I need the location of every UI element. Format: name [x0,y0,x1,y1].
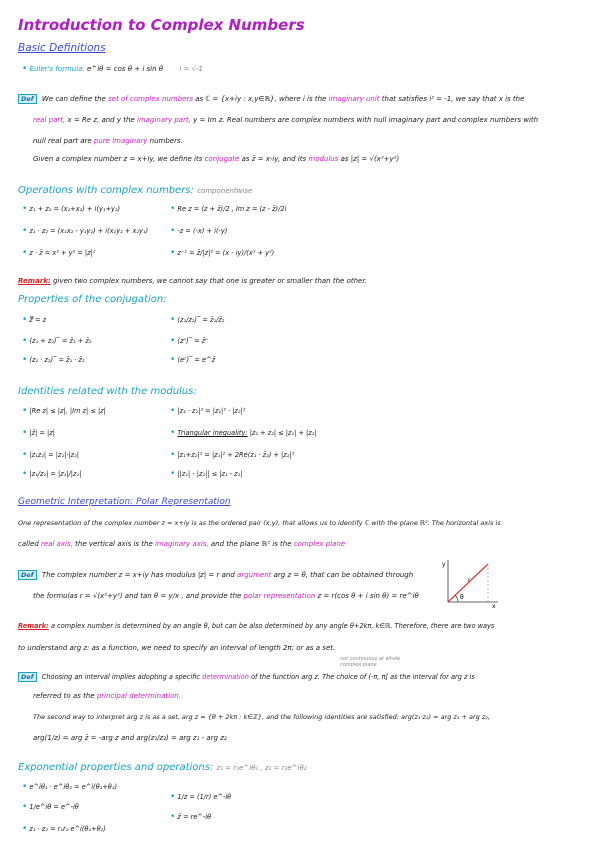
def1-text: Given a complex number z = x+iy, we define its [33,155,203,163]
keyword-real-axis: real axis, [41,540,73,548]
def1-text: as |z| = √(x²+y²) [340,155,400,163]
remark-2-line1 [18,622,494,630]
conj-left-1 [22,315,46,325]
keyword-polar-representation: polar representation [243,592,316,600]
mod-left-1 [22,406,106,416]
bullet-icon: • [22,336,28,346]
def3-line2 [33,692,181,700]
formula: z̿ = z [29,316,47,324]
formula: z̄ = re^-iθ [177,813,212,821]
formula: |z₁ + z₂| ≤ |z₁| + |z₂| [249,429,317,437]
formula: (zⁿ)‾ = z̄ⁿ [177,337,208,345]
mod-right-3 [170,450,294,460]
triangular-inequality-label: Triangular inequality: [177,429,248,437]
bullet-icon: • [170,792,176,802]
mod-left-4 [22,469,81,479]
bullet-icon: • [170,315,176,325]
formula: (z₁/z₂)‾ = z̄₁/z̄₂ [177,316,225,324]
bullet-icon: • [22,824,28,834]
op-right-3 [170,248,274,258]
formula: z₁ · z₂ = (x₁x₂ - y₁y₂) + i(x₁y₂ + x₂y₁) [29,227,149,235]
bullet-icon: • [22,315,28,325]
modulus-heading: Identities related with the modulus: [18,386,197,397]
bullet-icon: • [22,406,28,416]
exp-left-3 [22,824,106,834]
fig-y-label: y [442,561,446,568]
op-left-3 [22,248,95,258]
euler-label: Euler's formula: [29,65,85,73]
bullet-icon: • [170,355,176,365]
euler-line [22,64,203,74]
def2-text: arg z = θ, that can be obtained through [273,571,414,579]
definition-tag: Def [18,94,37,104]
mod-right-1 [170,406,245,416]
bullet-icon: • [22,226,28,236]
bullet-icon: • [170,204,176,214]
formula: |z₁/z₂| = |z₁|/|z₂| [29,470,82,478]
bullet-icon: • [22,450,28,460]
formula: ||z₁| - |z₂|| ≤ |z₁ - z₂| [177,470,243,478]
geo-text: called [18,540,39,548]
remark-text: a complex number is determined by an angle θ, but can be also determined by any angle θ+2kπ, k∈ℝ. Therefore, there are two ways [50,622,495,630]
mod-right-4 [170,469,242,479]
def3-line1 [18,672,475,682]
formula: |z₁ · z₂|² = |z₁|² · |z₂|² [177,407,246,415]
exp-right-2 [170,812,211,822]
def1-text: We can define the [41,95,106,103]
conj-right-1 [170,315,224,325]
bullet-icon: • [170,406,176,416]
bullet-icon: • [170,450,176,460]
definition-tag: Def [18,570,37,580]
bullet-icon: • [22,248,28,258]
bullet-icon: • [170,812,176,822]
operations-note: componentwise [197,187,253,195]
remark-2-line2: to understand arg z: as a function, we need to specify an interval of length 2π; or as a set. [18,644,336,652]
bullet-icon: • [170,469,176,479]
fig-x-label: x [492,603,496,608]
def2-text: z = r(cos θ + i sin θ) = re^iθ [317,592,419,600]
bullet-icon: • [22,469,28,479]
geo-p1-line1: One representation of the complex number z = x+iy is as the ordered pair (x,y), that allows us to identify ℂ with the plane ℝ². The horizontal axis is [18,519,501,527]
formula: |z̄| = |z| [29,429,55,437]
formula: z₁ + z₂ = (x₁+x₂) + i(y₁+y₂) [29,205,121,213]
def3-text: of the function arg z. The choice of (-π, π] as the interval for arg z is [250,673,475,681]
angle-arc [455,595,458,602]
remark-text: given two complex numbers, we cannot say that one is greater or smaller than the other. [52,277,367,285]
op-left-1 [22,204,120,214]
page-title: Introduction to Complex Numbers [18,16,305,34]
operations-heading-text: Operations with complex numbers: [18,185,194,196]
formula: (eᶻ)‾ = e^z̄ [177,356,216,364]
euler-formula: e^iθ = cos θ + i sin θ [87,65,164,73]
keyword-conjugate: conjugate [204,155,240,163]
bullet-icon: • [22,802,28,812]
formula: |z₁+z₂|² = |z₁|² + 2Re(z₁ · z̄₂) + |z₂|² [177,451,295,459]
def1-text: null real part are [33,137,92,145]
euler-note: i = √-1 [179,65,204,73]
def1-text: numbers. [149,137,183,145]
bullet-icon: • [170,428,176,438]
bullet-icon: • [170,226,176,236]
geometric-heading: Geometric Interpretation: Polar Representation [18,497,231,507]
exp-right-1 [170,792,231,802]
fig-theta-label: θ [460,594,464,601]
keyword-principal-determination: principal determination. [96,692,182,700]
bullet-icon: • [22,355,28,365]
conj-left-2 [22,336,91,346]
formula: z₁ · z₂ = r₁r₂ e^i(θ₁+θ₂) [29,825,106,833]
keyword-pure-imaginary: pure imaginary [93,137,148,145]
definition-tag: Def [18,672,37,682]
formula: |Re z| ≤ |z|, |Im z| ≤ |z| [29,407,106,415]
remark-1 [18,277,367,285]
mod-right-2 [170,428,317,438]
exponential-heading [18,762,307,773]
formula: (z₁ + z₂)‾ = z̄₁ + z̄₂ [29,337,92,345]
keyword-real-part: real part, [33,116,66,124]
bullet-icon: • [22,782,28,792]
op-right-2 [170,226,227,236]
op-right-1 [170,204,286,214]
formula: e^iθ₁ · e^iθ₂ = e^i(θ₁+θ₂) [29,783,118,791]
polar-diagram [440,558,500,608]
conj-right-2 [170,336,208,346]
def3-line3: The second way to interpret arg z is as a set, arg z = {θ + 2kπ : k∈ℤ}, and the following identities are satisfied: arg(z₁·z₂) = arg z₁ + arg z₂, [33,713,490,721]
bullet-icon: • [170,336,176,346]
def1-text: that satisfies i² = -1, we say that x is the [381,95,525,103]
exp-left-1 [22,782,117,792]
keyword-complex-plane: complex plane [293,540,346,548]
keyword-imaginary-axis: imaginary axis, [154,540,209,548]
mod-left-2 [22,428,55,438]
remark-label: Remark: [18,622,49,630]
formula: z⁻¹ = z̄/|z|² = (x - iy)/(x² + y²) [177,249,275,257]
bullet-icon: • [22,428,28,438]
def2-line2 [33,592,419,600]
exponential-note: z₁ = r₁e^iθ₁ , z₂ = r₂e^iθ₂ [216,764,307,772]
def3-text: referred to as the [33,692,95,700]
geo-text: and the plane ℝ² is the [210,540,292,548]
keyword-argument: argument [237,571,272,579]
formula: Re z = (z + z̄)/2 , Im z = (z - z̄)/2i [177,205,287,213]
def1-line1 [18,94,524,104]
bullet-icon: • [170,248,176,258]
def3-line4: arg(1/z) = arg z̄ = -arg z and arg(z₁/z₂) = arg z₁ - arg z₂ [33,734,227,742]
def1-text: as ℂ = {x+iy : x,y∈ℝ}, where i is the [195,95,327,103]
keyword-imaginary-part: imaginary part, [136,116,191,124]
geo-p1-line2 [18,540,345,548]
conj-left-3 [22,355,85,365]
keyword-determination: determination [202,673,249,681]
def2-line1 [18,570,413,580]
keyword-modulus: modulus [308,155,339,163]
keyword-set-complex: set of complex numbers [108,95,193,103]
formula: -z = (-x) + i(-y) [177,227,228,235]
def1-text: as z̄ = x-iy, and its [241,155,307,163]
formula: 1/z = (1/r) e^-iθ [177,793,232,801]
def1-text: y = Im z. Real numbers are complex numbers with null imaginary part and complex numbers with [193,116,539,124]
keyword-imaginary-unit: imaginary unit [328,95,380,103]
mod-left-3 [22,450,79,460]
operations-heading [18,185,252,196]
bullet-icon: • [22,64,28,74]
exp-left-2 [22,802,79,812]
formula: 1/e^iθ = e^-iθ [29,803,79,811]
fig-r-label: r [468,577,471,584]
def1-line2 [33,116,538,124]
remark-label: Remark: [18,277,51,285]
conj-right-3 [170,355,215,365]
formula: |z₁z₂| = |z₁|·|z₂| [29,451,79,459]
bullet-icon: • [22,204,28,214]
formula: (z₁ · z₂)‾ = z̄₁ · z̄₂ [29,356,85,364]
handwritten-note: not continuous at whole complex plane [340,656,401,668]
exponential-heading-text: Exponential properties and operations: [18,762,214,773]
geo-text: the vertical axis is the [75,540,153,548]
def1-line3 [33,137,183,145]
def1-text: x = Re z, and y the [67,116,135,124]
def2-text: the formulas r = √(x²+y²) and tan θ = y/x , and provide the [33,592,242,600]
def2-text: The complex number z = x+iy has modulus |z| = r and [41,571,235,579]
def1-line4 [33,155,399,163]
formula: z · z̄ = x² + y² = |z|² [29,249,96,257]
def3-text: Choosing an interval implies adopting a specific [41,673,201,681]
conjugation-heading: Properties of the conjugation: [18,294,167,305]
op-left-2 [22,226,148,236]
basic-definitions-heading: Basic Definitions [18,42,106,54]
